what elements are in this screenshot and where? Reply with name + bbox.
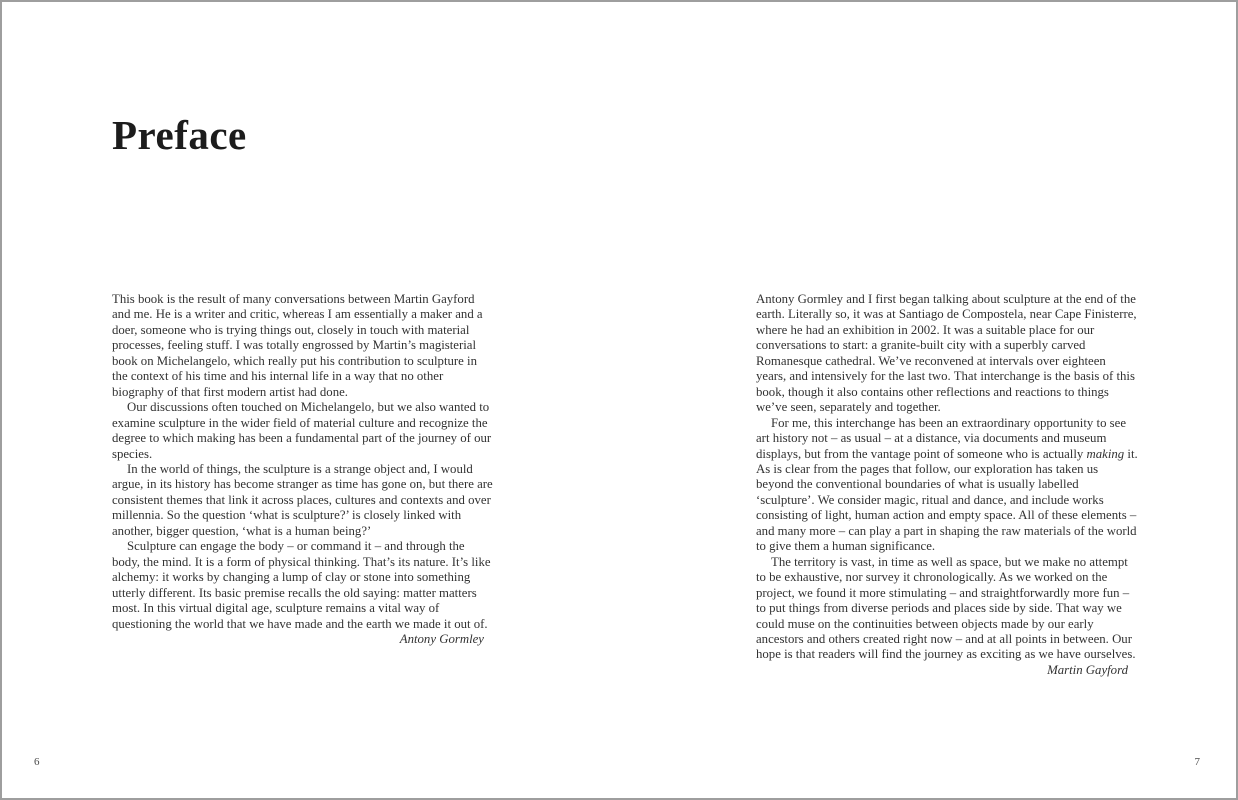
paragraph: Antony Gormley and I first began talking about sculpture at the end of the earth. Literally so, it was at Santiago de Compostela, near Cape Finisterre, where he had an exhibition in 2002. It was a suitable place for our conversations to start: a granite-built city with a superbly carved Romanesque cathedral. We’ve reconvened at intervals over eighteen years, and intensively for the last two. That interchange is the basis of this book, though it also contains other reflections and reactions to things we’ve seen, separately and together.: [756, 292, 1137, 415]
paragraph: This book is the result of many conversations between Martin Gayford and me. He is a writer and critic, whereas I am essentially a maker and a doer, someone who is trying things out, closely in touch with material processes, feeling stuff. I was totally engrossed by Martin’s magisterial book on Michelangelo, which really put his contribution to sculpture in the context of his time and his internal life in a way that no other biography of that first modern artist had done.: [112, 292, 483, 399]
right-page-text: [756, 292, 1138, 678]
page-number-left: 6: [34, 756, 40, 768]
author-signature: Martin Gayford: [1047, 662, 1128, 677]
left-page-text: [112, 292, 494, 647]
page-title: Preface: [112, 112, 247, 159]
paragraph: Sculpture can engage the body – or command it – and through the body, the mind. It is a form of physical thinking. That’s its nature. It’s like alchemy: it works by changing a lump of clay or stone into something utterly different. Its basic premise recalls the old saying: matter matters most. In this virtual digital age, sculpture remains a vital way of questioning the world that we have made and the earth we made it out of.: [112, 539, 491, 631]
paragraph: Our discussions often touched on Michelangelo, but we also wanted to examine sculpture in the wider field of material culture and recognize the degree to which making has been a fundamental part of the journey of our species.: [112, 400, 492, 461]
author-signature: Antony Gormley: [399, 631, 484, 646]
paragraph: In the world of things, the sculpture is a strange object and, I would argue, in its history has become stranger as time has gone on, but there are consistent themes that link it across places, cultures and contexts and over millennia. So the question ‘what is sculpture?’ is closely linked with another, bigger question, ‘what is a human being?’: [112, 461, 493, 538]
page-number-right: 7: [1194, 756, 1200, 768]
paragraph: For me, this interchange has been an extraordinary opportunity to see art history not – as usual – at a distance, via documents and museum displays, but from the vantage point of someone who is actually making it. As is clear from the pages that follow, our exploration has taken us beyond the conventional boundaries of what is usually labelled ‘sculpture’. We consider magic, ritual and dance, and include works consisting of light, human action and empty space. All of these elements – and many more – can play a part in shaping the raw materials of the world to give them a human significance.: [756, 415, 1138, 554]
paragraph: The territory is vast, in time as well as space, but we make no attempt to be exhaustive, nor survey it chronologically. As we worked on the project, we found it more stimulating – and straightforwardly more fun – to put things from diverse periods and places side by side. That way we could muse on the continuities between objects made by our early ancestors and others created right now – and at all points in between. Our hope is that readers will find the journey as exciting as we have ourselves.: [756, 554, 1136, 662]
